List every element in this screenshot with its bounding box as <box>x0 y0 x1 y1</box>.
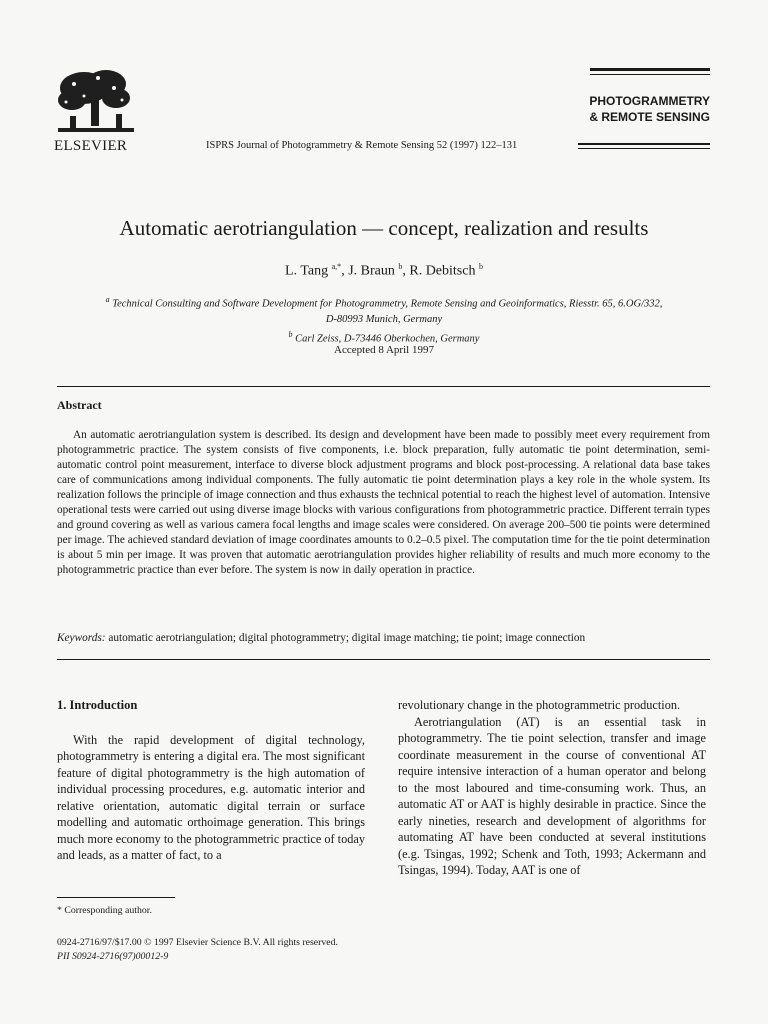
keywords-line <box>57 631 710 646</box>
affiliation-b-mark: b <box>288 329 293 339</box>
elsevier-tree-logo <box>54 66 138 136</box>
copyright-block <box>57 936 338 964</box>
abstract-heading: Abstract <box>57 398 102 412</box>
affiliation-a: $^a$ Technical Consulting and Software Development for Photogrammetry, Remote Sensing and Geoinformatics, Riesstr. 65, 6.OG/332, <box>105 295 663 310</box>
brand-rule-top-thin <box>590 74 710 75</box>
author-list: L. Tang $^{a,*}$, J. Braun $^b$, R. Debitsch $^b$ <box>285 262 483 279</box>
section-heading-introduction: 1. Introduction <box>57 698 138 712</box>
footnote-rule <box>57 897 175 898</box>
brand-rule-bottom <box>578 143 710 145</box>
affiliation-a-line2: D-80993 Munich, Germany <box>325 313 443 325</box>
brand-line-1: PHOTOGRAMMETRY <box>589 94 710 108</box>
author-debitsch-sup: b <box>478 262 483 271</box>
author-braun: J. Braun <box>348 263 395 279</box>
brand-line-2: & REMOTE SENSING <box>589 110 710 124</box>
publisher-name: ELSEVIER <box>54 138 128 154</box>
affiliation-a-mark: a <box>105 295 110 304</box>
abstract-text: An automatic aerotriangulation system is described. Its design and development have been made to possibly meet every requirement from photogrammetric practice. The system consists of five components, i.e. block preparation, fully automatic tie point determination, semi-automatic control point measurement, interface to diverse block adjustment programs and block post-processing. A relational data base takes care of communications among individual components. The fully automatic tie point determination plays a key role in the whole system. Its realization follows the principle of image connection and thus exhausts the technical potential to reach the highest level of automation. Intensive operational tests were carried out using diverse image blocks with various configurations from photogrammetric practice. Different terrain types and ground covering as well as various camera focal lengths and image scales were considered. On average 200–500 tie points were determined per image. The achieved standard deviation of image coordinates amounts to 0.2–0.5 pixel. The computation time for the tie point determination is about 5 min per image. It was proven that automatic aerotriangulation provides higher reliability of results and much more economy to the photogrammetric practice than ever before. The system is now in daily operation in practice. <box>57 429 710 576</box>
brand-rule-top <box>590 68 710 71</box>
author-braun-sup: b <box>398 262 403 271</box>
corresponding-author-footnote: * Corresponding author. <box>57 905 152 916</box>
abstract-body <box>57 428 710 578</box>
brand-rule-bottom-thin <box>578 148 710 149</box>
intro-paragraph-continued: revolutionary change in the photogrammetric production. <box>398 698 681 712</box>
article-title: Automatic aerotriangulation — concept, realization and results <box>119 216 649 240</box>
author-debitsch: R. Debitsch <box>409 263 476 279</box>
intro-paragraph-2: Aerotriangulation (AT) is an essential task in photogrammetry. The tie point selection, transfer and image coordinate measurement in the course of conventional AT require intensive interaction of a human operator and belong to the most laboured and time-consuming work. Thus, an automatic AT or AAT is highly desirable in practice. Since the early nineties, research and development of algorithms for automating AT have been conducted at several institutions (e.g. Tsingas, 1992; Schenk and Toth, 1993; Ackermann and Tsingas, 1994). Today, AAT is one of <box>398 714 706 877</box>
left-column <box>57 697 365 864</box>
journal-citation: ISPRS Journal of Photogrammetry & Remote Sensing 52 (1997) 122–131 <box>206 140 518 151</box>
copyright-line: 0924-2716/97/$17.00 © 1997 Elsevier Science B.V. All rights reserved. <box>57 937 338 948</box>
journal-brand <box>560 93 710 125</box>
abstract-rule-bottom <box>57 659 710 660</box>
affiliation-b: $^b$ Carl Zeiss, D-73446 Oberkochen, Germany <box>288 329 480 344</box>
author-tang-sup: a,* <box>331 262 342 271</box>
pii-line: PII S0924-2716(97)00012-9 <box>57 951 169 962</box>
abstract-rule-top <box>57 386 710 387</box>
accepted-date: Accepted 8 April 1997 <box>334 344 434 356</box>
keywords-text: automatic aerotriangulation; digital photogrammetry; digital image matching; tie point; image connection <box>108 632 586 644</box>
right-column <box>398 697 706 879</box>
author-tang: L. Tang <box>285 263 329 279</box>
keywords-label: Keywords: <box>57 632 106 644</box>
affiliations <box>40 292 728 346</box>
intro-paragraph-1: With the rapid development of digital technology, photogrammetry is entering a digital era. The most significant feature of digital photogrammetry is the high automation of individual processing procedures, e.g. automatic interior and relative orientation, automatic digital terrain or surface modelling and automatic orthoimage generation. This brings much more economy to the photogrammetric practice of today and leads, as a matter of fact, to a <box>57 732 365 862</box>
